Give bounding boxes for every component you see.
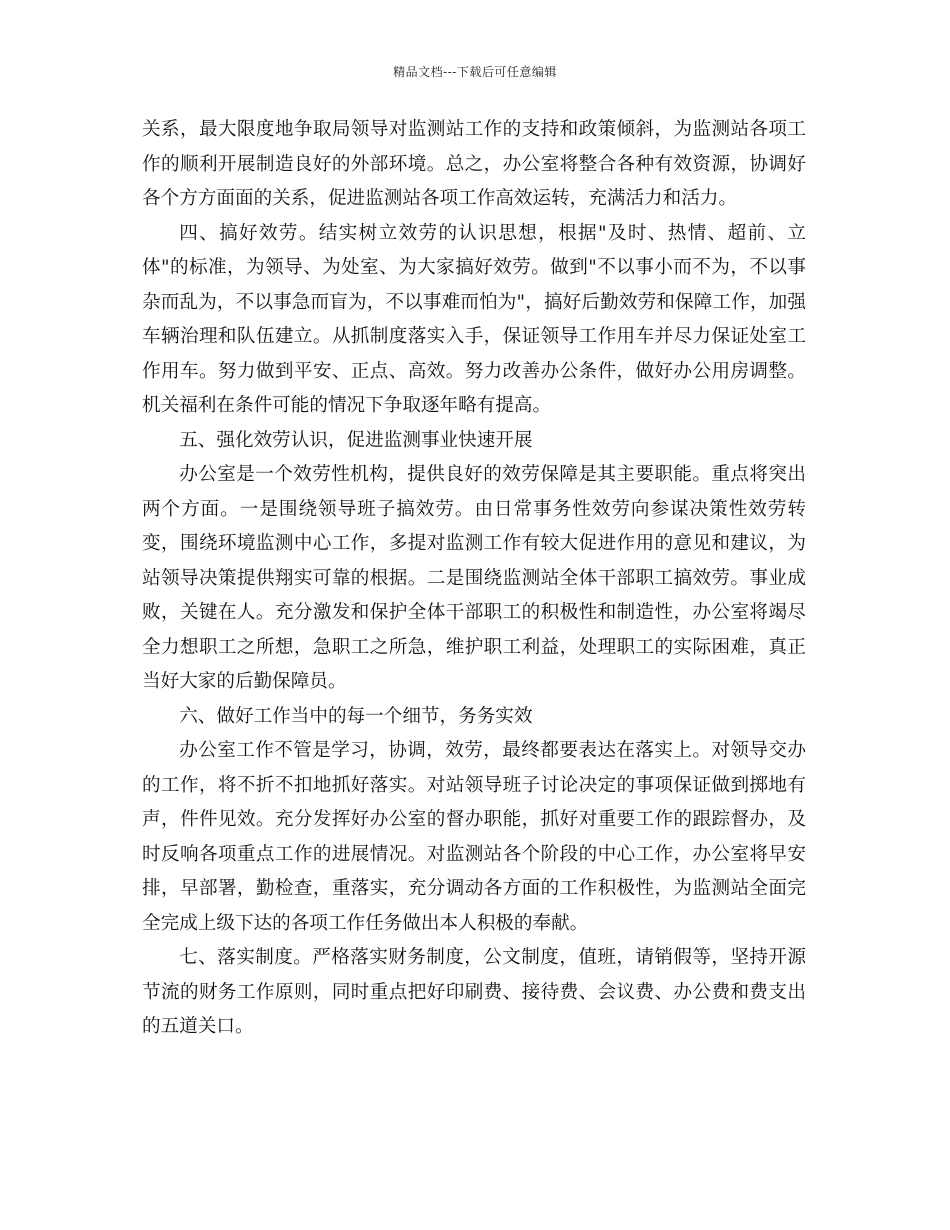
paragraph-section-six: 办公室工作不管是学习，协调，效劳，最终都要表达在落实上。对领导交办的工作，将不折不扣地抓好落实。对站领导班子讨论决定的事项保证做到掷地有声，件件见效。充分发挥好办公室的督办职能，抓好对重要工作的跟踪督办，及时反响各项重点工作的进展情况。对监测站各个阶段的中心工作，办公室将早安排，早部署，勤检查，重落实，充分调动各方面的工作积极性，为监测站全面完全完成上级下达的各项工作任务做出本人积极的奉献。 xyxy=(142,740,806,934)
section-heading-five: 五、强化效劳认识，促进监测事业快速开展 xyxy=(179,429,533,451)
page-header: 精品文档---下载后可任意编辑 xyxy=(393,65,557,79)
document-body xyxy=(142,113,806,1045)
paragraph-section-five: 办公室是一个效劳性机构，提供良好的效劳保障是其主要职能。重点将突出两个方面。一是围绕领导班子搞效劳。由日常事务性效劳向参谋决策性效劳转变，围绕环境监测中心工作，多提对监测工作有较大促进作用的意见和建议，为站领导决策提供翔实可靠的根据。二是围绕监测站全体干部职工搞效劳。事业成败，关键在人。充分激发和保护全体干部职工的积极性和制造性，办公室将竭尽全力想职工之所想，急职工之所急，维护职工利益，处理职工的实际困难，真正当好大家的后勤保障员。 xyxy=(142,464,806,692)
paragraph-section-four: 四、搞好效劳。结实树立效劳的认识思想，根据"及时、热情、超前、立体"的标准，为领导、为处室、为大家搞好效劳。做到"不以事小而不为，不以事杂而乱为，不以事急而盲为，不以事难而怕为"，搞好后勤效劳和保障工作，加强车辆治理和队伍建立。从抓制度落实入手，保证领导工作用车并尽力保证处室工作用车。努力做到平安、正点、高效。努力改善办公条件，做好办公用房调整。机关福利在条件可能的情况下争取逐年略有提高。 xyxy=(142,222,806,416)
section-heading-six: 六、做好工作当中的每一个细节，务务实效 xyxy=(179,705,533,727)
paragraph-section-seven: 七、落实制度。严格落实财务制度，公文制度，值班，请销假等，坚持开源节流的财务工作原则，同时重点把好印刷费、接待费、会议费、办公费和费支出的五道关口。 xyxy=(142,947,806,1037)
paragraph-continuation: 关系，最大限度地争取局领导对监测站工作的支持和政策倾斜，为监测站各项工作的顺利开展制造良好的外部环境。总之，办公室将整合各种有效资源，协调好各个方方面面的关系，促进监测站各项工作高效运转，充满活力和活力。 xyxy=(142,119,806,209)
